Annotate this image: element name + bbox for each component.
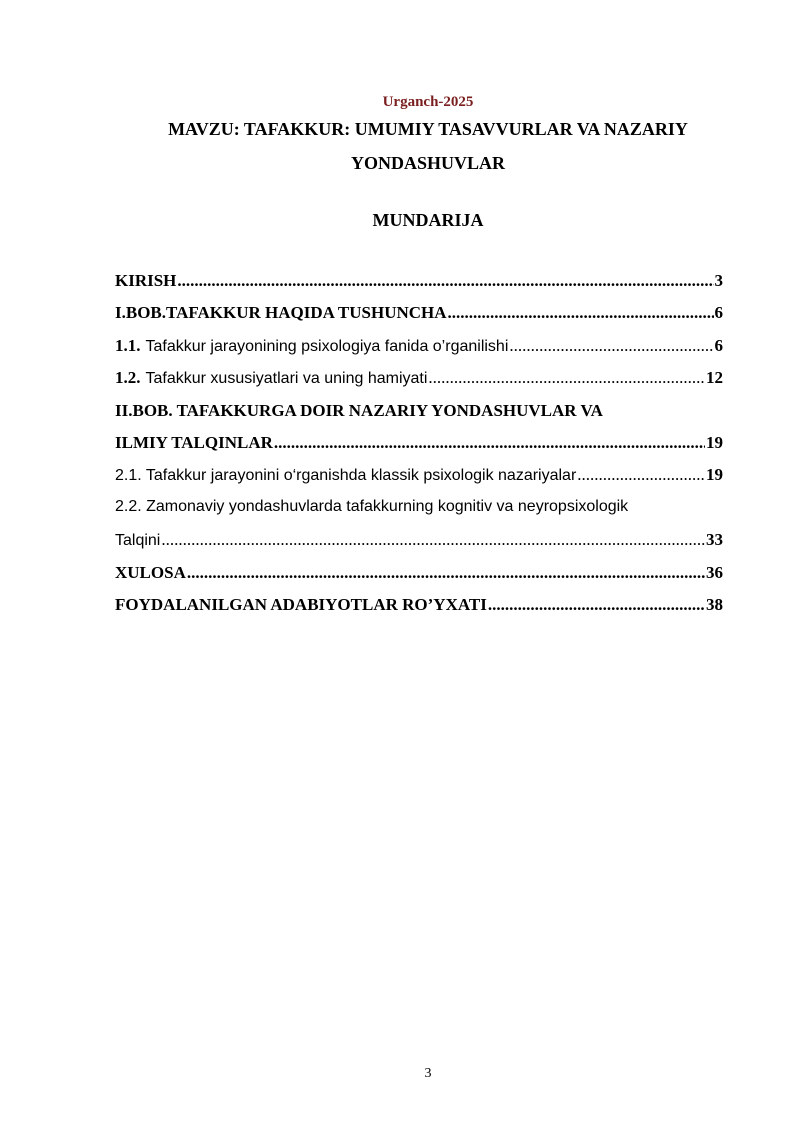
toc-heading: MUNDARIJA [372,210,484,230]
toc-entry-label: KIRISH [115,271,177,290]
table-of-contents [115,271,723,627]
toc-entry-chapter-2-line-2 [115,433,723,465]
toc-entry-references [115,595,723,627]
page-number: 3 [424,1066,432,1081]
toc-entry-page: 6 [714,335,723,355]
toc-entry-label: XULOSA [115,562,186,582]
toc-leader-dots [448,303,714,323]
toc-entry-number: 1.1. [115,335,141,355]
toc-entry-page: 3 [714,271,723,290]
toc-entry-label: Tafakkur xususiyatlari va uning hamiyati [145,370,428,388]
toc-entry-page: 12 [706,368,723,388]
toc-leader-dots [187,563,705,583]
toc-entry-page: 38 [706,594,723,614]
toc-entry-number: 1.2. [115,368,141,388]
toc-entry-label: I.BOB.TAFAKKUR HAQIDA TUSHUNCHA [115,303,447,323]
city-year: Urganch-2025 [382,94,474,110]
toc-entry-page: 36 [706,562,723,582]
toc-leader-dots [161,530,705,550]
title-line-1: MAVZU: TAFAKKUR: UMUMIY TASAVVURLAR VA NAZARIY [168,119,688,139]
toc-entry-1-2 [115,368,723,400]
toc-entry-kirish [115,271,723,303]
toc-leader-dots [428,368,705,388]
toc-entry-2-2-line-2 [115,530,723,562]
toc-entry-xulosa [115,563,723,595]
toc-entry-label: II.BOB. TAFAKKURGA DOIR NAZARIY YONDASHUVLAR VA [115,400,603,420]
toc-leader-dots [274,433,705,453]
toc-entry-1-1 [115,336,723,368]
toc-entry-2-2-line-1 [115,498,723,530]
toc-leader-dots [488,595,705,615]
title-line-2: YONDASHUVLAR [350,153,505,173]
toc-entry-page: 33 [706,530,723,550]
toc-entry-chapter-1 [115,303,723,335]
toc-entry-label: FOYDALANILGAN ADABIYOTLAR RO’YXATI [115,594,487,614]
toc-entry-2-1 [115,465,723,497]
toc-entry-label: Talqini [115,532,161,550]
toc-entry-label: Tafakkur jarayonining psixologiya fanida o’rganilishi [145,337,509,355]
toc-entry-label: ILMIY TALQINLAR [115,432,273,452]
toc-entry-page: 6 [714,303,723,323]
toc-entry-label: 2.2. Zamonaviy yondashuvlarda tafakkurning kognitiv va neyropsixologik [115,497,629,515]
toc-leader-dots [509,336,713,356]
toc-leader-dots [177,271,713,291]
toc-leader-dots [577,465,705,485]
document-title [0,112,800,180]
toc-entry-page: 19 [706,465,723,485]
toc-entry-page: 19 [706,432,723,452]
toc-entry-label: 2.1. Tafakkur jarayonini o‘rganishda klassik psixologik nazariyalar [115,467,577,485]
toc-entry-chapter-2-line-1 [115,401,723,433]
